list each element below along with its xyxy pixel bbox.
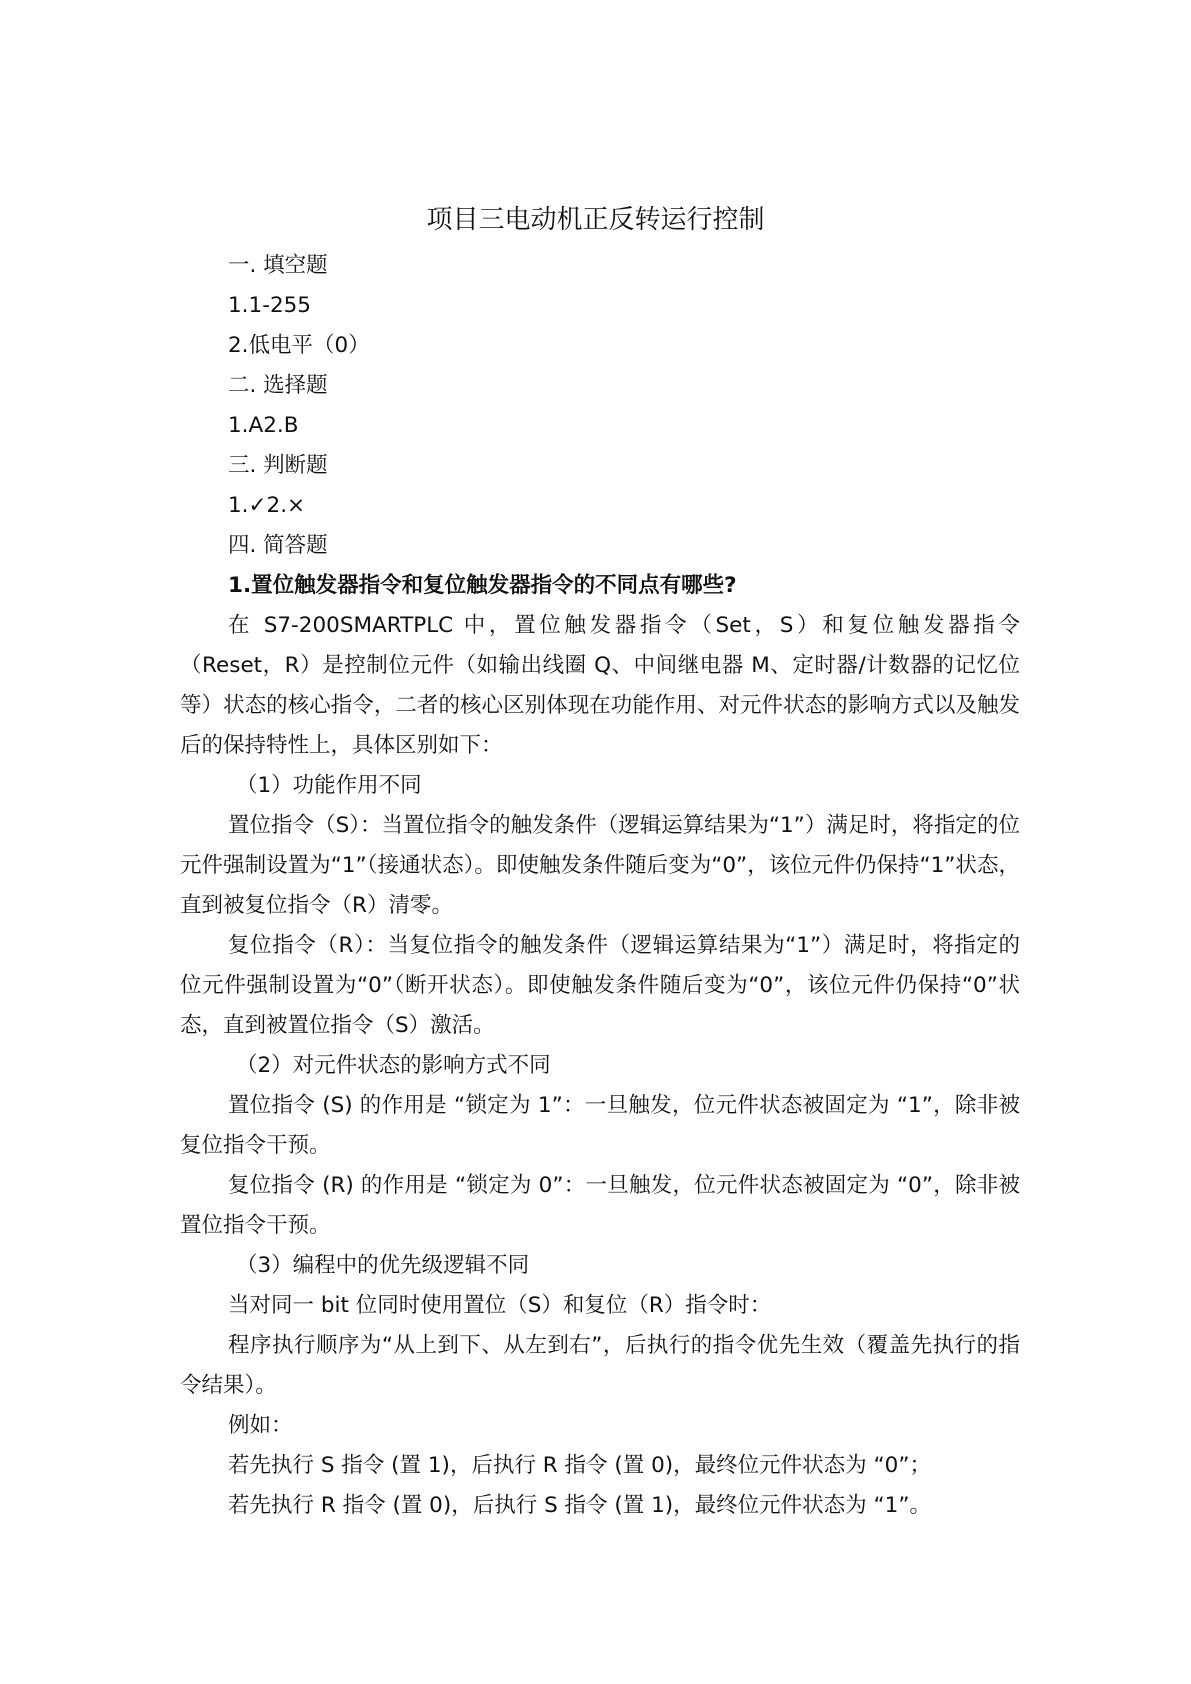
sub1-paragraph-reset: 复位指令（R）：当复位指令的触发条件（逻辑运算结果为“1”）满足时，将指定的位元件强制设置为“0”（断开状态）。即使触发条件随后变为“0”，该位元件仍保持“0”状态，直到被置位指令（S）激活。 bbox=[180, 933, 1020, 1038]
sub-heading-3: （3）编程中的优先级逻辑不同 bbox=[236, 1253, 530, 1278]
document-title: 项目三电动机正反转运行控制 bbox=[426, 205, 765, 235]
document-body bbox=[180, 246, 1020, 1526]
fill-answer-2: 2.低电平（0） bbox=[228, 333, 370, 358]
sub3-paragraph-example-1: 若先执行 S 指令 (置 1)，后执行 R 指令 (置 0)，最终位元件状态为 “0”； bbox=[228, 1453, 931, 1478]
short-question: 1.置位触发器指令和复位触发器指令的不同点有哪些? bbox=[228, 573, 737, 598]
sub3-paragraph-condition: 当对同一 bit 位同时使用置位（S）和复位（R）指令时： bbox=[228, 1293, 772, 1318]
sub2-paragraph-set: 置位指令 (S) 的作用是 “锁定为 1”：一旦触发，位元件状态被固定为 “1”，除非被复位指令干预。 bbox=[180, 1093, 1020, 1158]
sub-heading-1: （1）功能作用不同 bbox=[236, 773, 422, 798]
sub3-paragraph-example-label: 例如： bbox=[228, 1413, 293, 1438]
sub-heading-2: （2）对元件状态的影响方式不同 bbox=[236, 1053, 551, 1078]
short-intro-paragraph: 在 S7-200SMARTPLC 中，置位触发器指令（Set，S）和复位触发器指令（Reset，R）是控制位元件（如输出线圈 Q、中间继电器 M、定时器/计数器的记忆位等）状态的核心指令，二者的核心区别体现在功能作用、对元件状态的影响方式以及触发后的保持特性上，具体区别如下： bbox=[180, 613, 1020, 758]
fill-answer-1: 1.1-255 bbox=[228, 293, 311, 318]
sub2-paragraph-reset: 复位指令 (R) 的作用是 “锁定为 0”：一旦触发，位元件状态被固定为 “0”，除非被置位指令干预。 bbox=[180, 1173, 1020, 1238]
section-heading-fill: 一. 填空题 bbox=[228, 253, 328, 278]
choice-answer-1: 1.A2.B bbox=[228, 413, 299, 438]
sub3-paragraph-order: 程序执行顺序为“从上到下、从左到右”，后执行的指令优先生效（覆盖先执行的指令结果）。 bbox=[180, 1333, 1020, 1398]
section-heading-judge: 三. 判断题 bbox=[228, 453, 328, 478]
section-heading-short: 四. 简答题 bbox=[228, 533, 328, 558]
sub1-paragraph-set: 置位指令（S）：当置位指令的触发条件（逻辑运算结果为“1”）满足时，将指定的位元件强制设置为“1”（接通状态）。即使触发条件随后变为“0”，该位元件仍保持“1”状态，直到被复位指令（R）清零。 bbox=[180, 813, 1020, 918]
sub3-paragraph-example-2: 若先执行 R 指令 (置 0)，后执行 S 指令 (置 1)，最终位元件状态为 “1”。 bbox=[228, 1493, 931, 1518]
judge-answer-1: 1.✓2.× bbox=[228, 493, 306, 518]
section-heading-choice: 二. 选择题 bbox=[228, 373, 328, 398]
